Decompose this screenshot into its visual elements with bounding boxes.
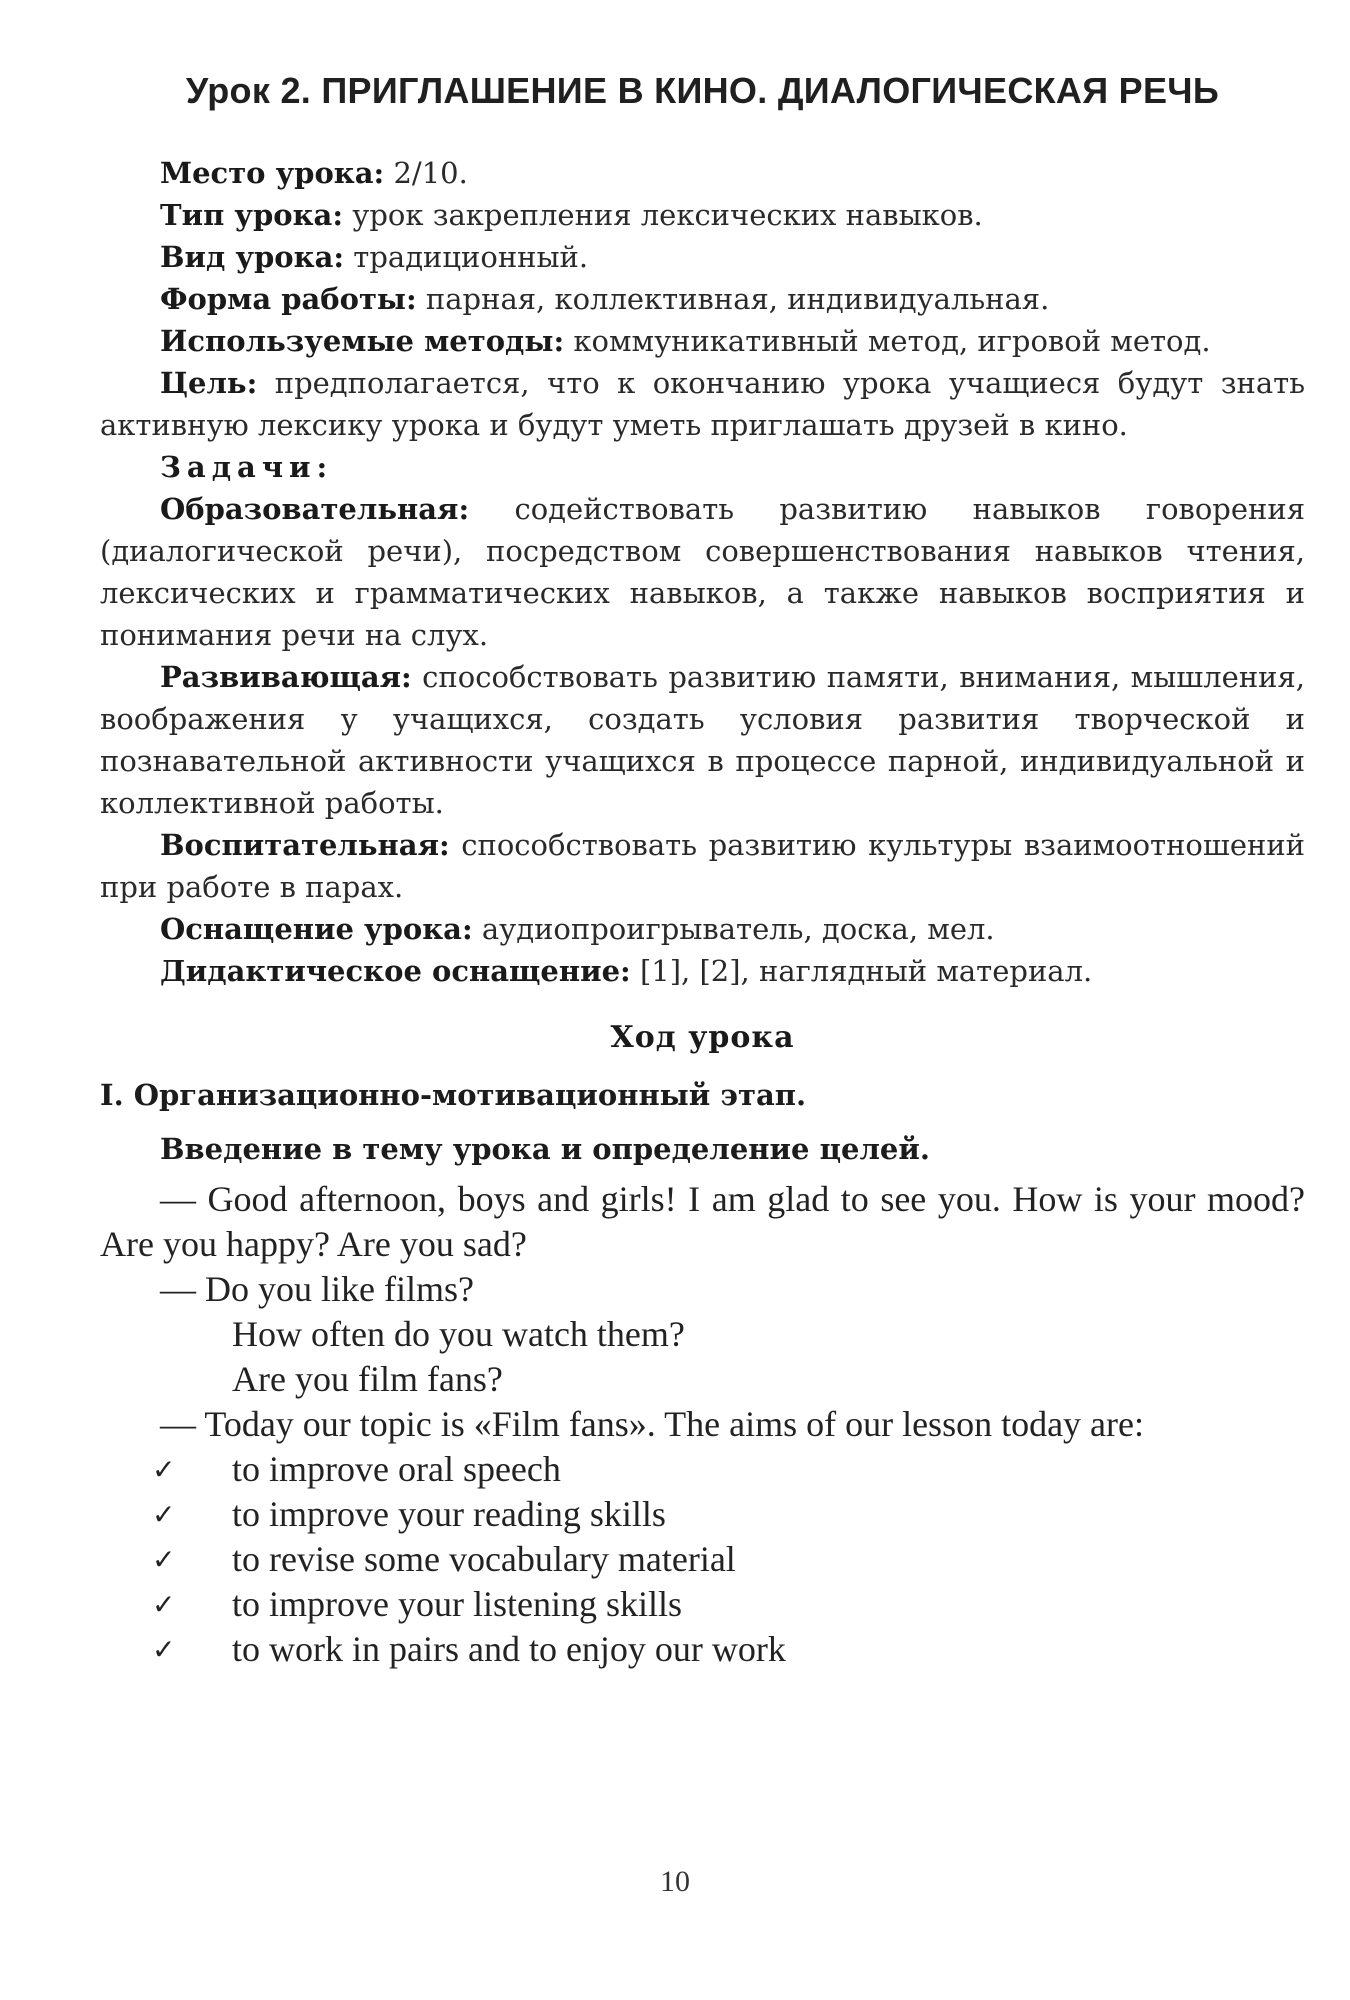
dialogue-line: — Do you like films? bbox=[160, 1269, 474, 1309]
list-item: ✓ to work in pairs and to enjoy our work bbox=[100, 1627, 1305, 1672]
document-page bbox=[100, 70, 1305, 1672]
topic-line: — Today our topic is «Film fans». The aims of our lesson today are: bbox=[160, 1404, 1145, 1444]
dialogue-continuation: How often do you watch them? bbox=[232, 1314, 685, 1354]
check-icon: ✓ bbox=[152, 1633, 176, 1666]
meta-work-form: Форма работы: парная, коллективная, индивидуальная. bbox=[160, 282, 1050, 316]
meta-kind: Вид урока: традиционный. bbox=[160, 240, 589, 274]
task-upbringing: Воспитательная: способствовать развитию культуры взаимоотношений при работе в парах. bbox=[100, 828, 1305, 904]
meta-methods: Используемые методы: коммуникативный метод, игровой метод. bbox=[160, 324, 1211, 358]
page-number: 10 bbox=[660, 1865, 690, 1898]
dialogue bbox=[100, 1177, 1305, 1447]
aims-list bbox=[100, 1447, 1305, 1672]
task-educational: Образовательная: содействовать развитию навыков говорения (диалогической речи), посредством совершенствования навыков чтения, лексических и грамматических навыков, а также навыков восприятия и понимания речи на слух. bbox=[100, 492, 1305, 652]
lesson-meta bbox=[100, 152, 1305, 992]
check-icon: ✓ bbox=[152, 1588, 176, 1621]
dialogue-line: — Good afternoon, boys and girls! I am glad to see you. How is your mood? Are you happy? Are you sad? bbox=[100, 1179, 1305, 1264]
list-item: ✓ to improve your reading skills bbox=[100, 1492, 1305, 1537]
meta-place: Место урока: 2/10. bbox=[160, 156, 468, 190]
course-heading: Ход урока bbox=[610, 1020, 795, 1055]
lesson-equipment: Оснащение урока: аудиопроигрыватель, доска, мел. bbox=[160, 912, 995, 946]
lesson-title: Урок 2. ПРИГЛАШЕНИЕ В КИНО. ДИАЛОГИЧЕСКАЯ РЕЧЬ bbox=[185, 70, 1220, 111]
didactic-equipment: Дидактическое оснащение: [1], [2], наглядный материал. bbox=[160, 954, 1093, 988]
meta-goal: Цель: предполагается, что к окончанию урока учащиеся будут знать активную лексику урока и будут уметь приглашать друзей в кино. bbox=[100, 366, 1305, 442]
stage-heading: I. Организационно-мотивационный этап. bbox=[100, 1078, 807, 1112]
stage-subheading: Введение в тему урока и определение целей. bbox=[160, 1132, 930, 1166]
meta-type: Тип урока: урок закрепления лексических навыков. bbox=[160, 198, 983, 232]
list-item: ✓ to improve oral speech bbox=[100, 1447, 1305, 1492]
check-icon: ✓ bbox=[152, 1498, 176, 1531]
check-icon: ✓ bbox=[152, 1543, 176, 1576]
check-icon: ✓ bbox=[152, 1453, 176, 1486]
tasks-heading: Задачи: bbox=[160, 450, 334, 484]
task-developing: Развивающая: способствовать развитию памяти, внимания, мышления, воображения у учащихся, создать условия развития творческой и познавательной активности учащихся в процессе парной, индивидуальной и коллективной работы. bbox=[100, 660, 1305, 820]
list-item: ✓ to revise some vocabulary material bbox=[100, 1537, 1305, 1582]
dialogue-continuation: Are you film fans? bbox=[232, 1359, 503, 1399]
list-item: ✓ to improve your listening skills bbox=[100, 1582, 1305, 1627]
